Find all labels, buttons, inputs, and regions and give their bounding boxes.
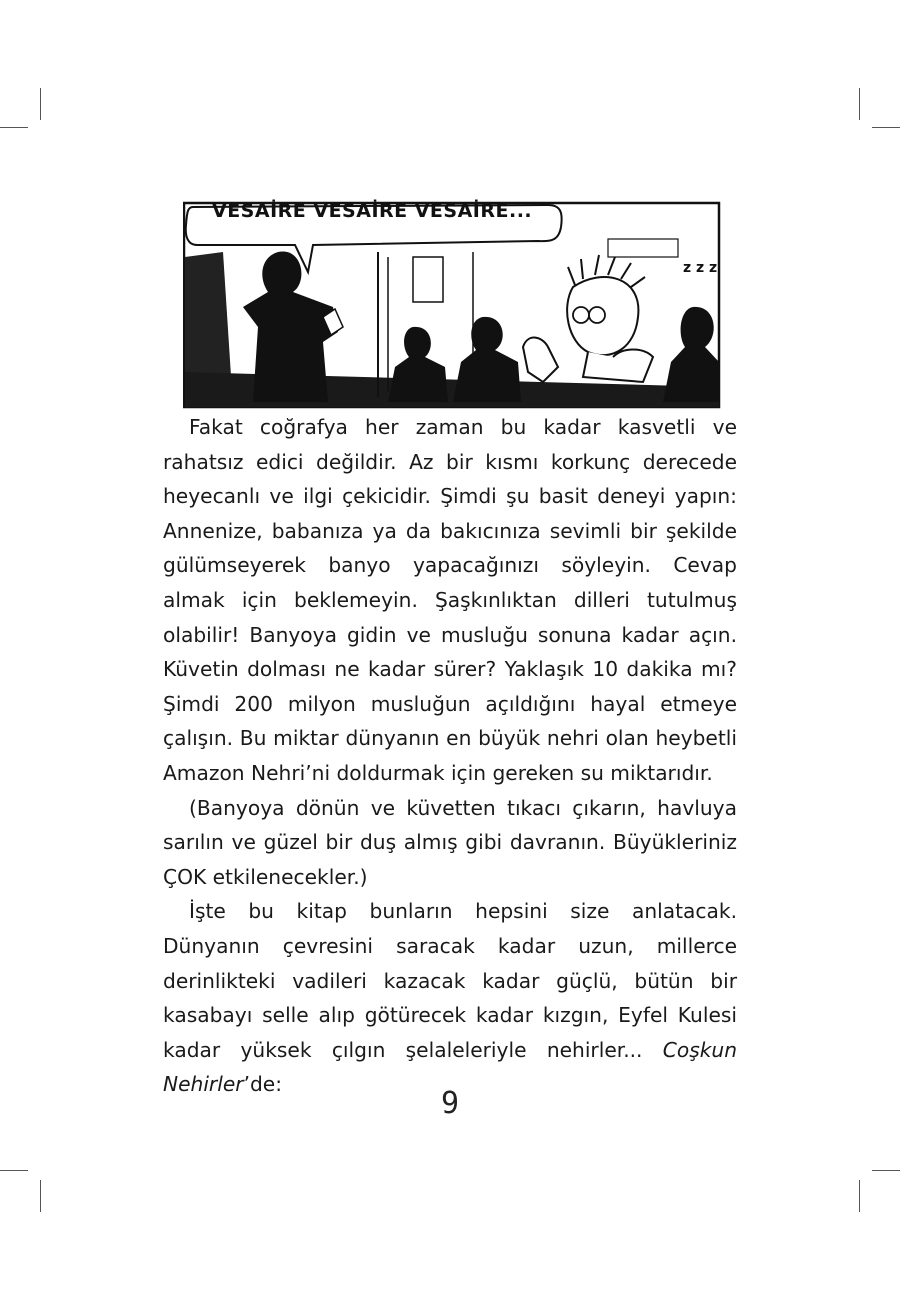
- paragraph-text: İşte bu kitap bunların hepsini size anlatacak. Dünyanın çevresini saracak kadar uzun, millerce derinlikteki vadileri kazacak kadar güçlü, bütün bir kasabayı selle alıp götürecek kadar kızgın, Eyfel Kulesi kadar yüksek çılgın şelaleleriyle nehirler...: [163, 899, 737, 1062]
- paragraph: [163, 894, 737, 1102]
- paragraph: Fakat coğrafya her zaman bu kadar kasvetli ve rahatsız edici değildir. Az bir kısmı korkunç derecede heyecanlı ve ilgi çekicidir. Şimdi şu basit deneyi yapın: Annenize, babanıza ya da bakıcınıza sevimli bir şekilde gülümseyerek banyo yapacağınızı söyleyin. Cevap almak için beklemeyin. Şaşkınlıktan dilleri tutulmuş olabilir! Banyoya gidin ve musluğu sonuna kadar açın. Küvetin dolması ne kadar sürer? Yaklaşık 10 dakika mı? Şimdi 200 milyon musluğun açıldığını hayal etmeye çalışın. Bu miktar dünyanın en büyük nehri olan heybetli Amazon Nehri’ni doldurmak için gereken su miktarıdır.: [163, 415, 737, 785]
- sleep-zzz: z z z: [683, 260, 718, 276]
- page-number: 9: [440, 1086, 460, 1121]
- crop-mark: [40, 88, 41, 120]
- crop-mark: [859, 1180, 860, 1212]
- crop-mark: [872, 127, 900, 128]
- crop-mark: [872, 1170, 900, 1171]
- crop-mark: [859, 88, 860, 120]
- paragraph: (Banyoya dönün ve küvetten tıkacı çıkarın, havluya sarılın ve güzel bir duş almış gibi davranın. Büyükleriniz ÇOK etkilenecekler.): [163, 795, 737, 889]
- paragraph-text: ’de:: [243, 1072, 283, 1097]
- speech-bubble-text: VESAİRE VESAİRE VESAİRE...: [212, 200, 533, 222]
- crop-mark: [40, 1180, 41, 1212]
- book-title: Coşkun Nehirler: [163, 1037, 737, 1097]
- crop-mark: [0, 127, 28, 128]
- crop-mark: [0, 1170, 28, 1171]
- body-text: [163, 410, 737, 1102]
- cartoon-illustration: [183, 197, 721, 409]
